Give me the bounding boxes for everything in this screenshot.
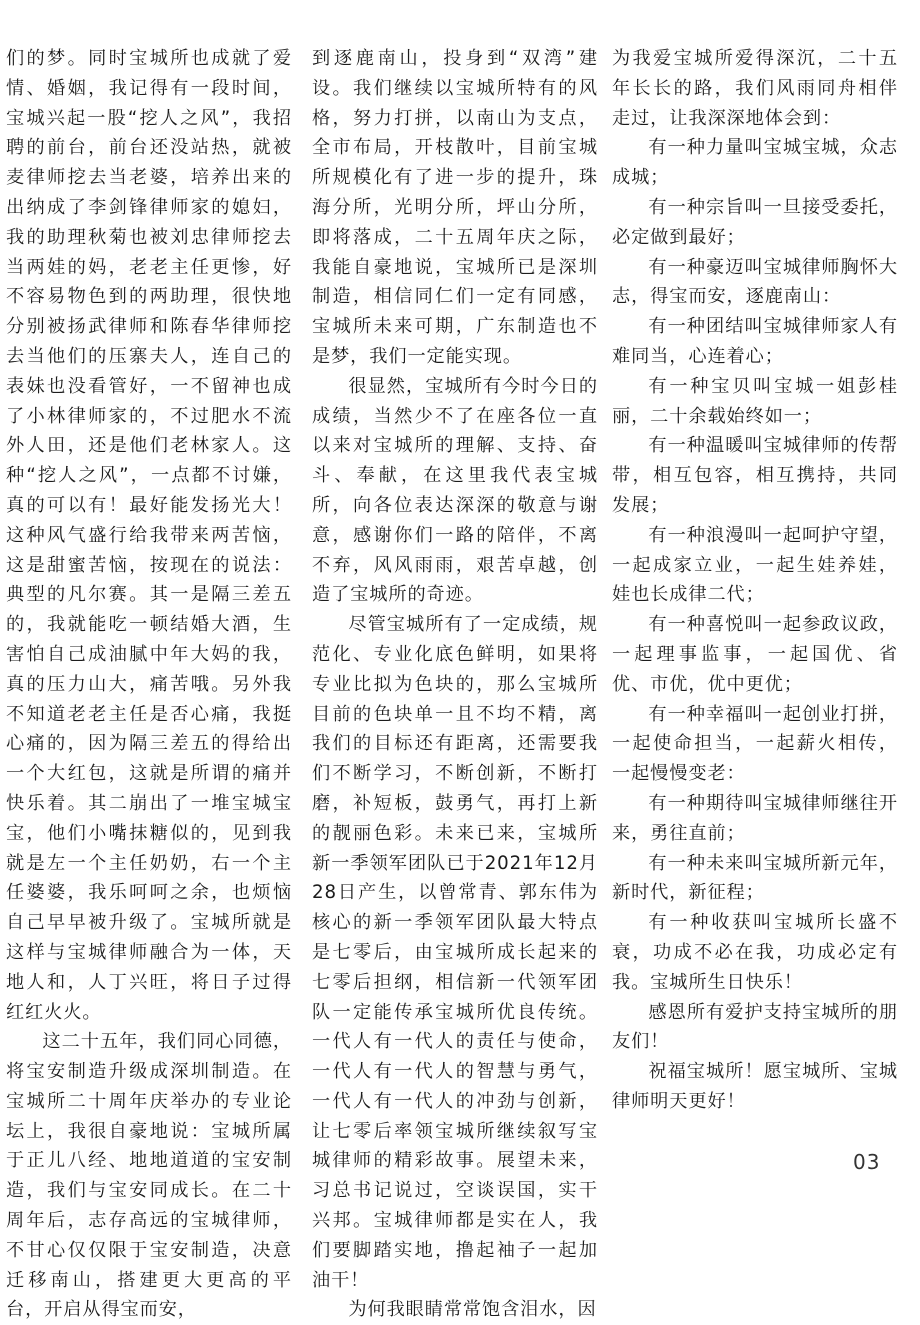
paragraph: 为我爱宝城所爱得深沉，二十五年长长的路，我们风雨同舟相伴走过，让我深深地体会到： <box>612 48 898 129</box>
paragraph: 有一种喜悦叫一起参政议政，一起理事监事，一起国优、省优、市优，优中更优； <box>612 614 898 695</box>
paragraph: 尽管宝城所有了一定成绩，规范化、专业化底色鲜明，如果将专业比拟为色块的，那么宝城所目前的色块单一且不均不精，离我们的目标还有距离，还需要我们不断学习，不断创新，不断打磨，补短板，鼓勇气，再打上新的靓丽色彩。未来已来，宝城所新一季领军团队已于2021年12月28日产生，以曾常青、郭东伟为核心的新一季领军团队最大特点是七零后，由宝城所成长起来的七零后担纲，相信新一代领军团队一定能传承宝城所优良传统。一代人有一代人的责任与使命，一代人有一代人的智慧与勇气，一代人有一代人的冲劲与创新，让七零后率领宝城所继续叙写宝城律师的精彩故事。展望未来，习总书记说过，空谈误国，实干兴邦。宝城律师都是实在人，我们要脚踏实地，撸起袖子一起加油干！ <box>312 614 598 1291</box>
paragraph: 有一种期待叫宝城律师继往开来，勇往直前； <box>612 792 898 844</box>
paragraph: 有一种力量叫宝城宝城，众志成城； <box>612 137 898 189</box>
paragraph: 有一种宗旨叫一旦接受委托，必定做到最好； <box>612 196 898 248</box>
paragraph: 们的梦。同时宝城所也成就了爱情、婚姻，我记得有一段时间，宝城兴起一股“挖人之风”，我招聘的前台，前台还没站热，就被麦律师挖去当老婆，培养出来的出纳成了李剑锋律师家的媳妇，我的助理秋菊也被刘忠律师挖去当两娃的妈，老老主任更惨，好不容易物色到的两助理，很快地分别被扬武律师和陈春华律师挖去当他们的压寨夫人，连自己的表妹也没看管好，一不留神也成了小林律师家的，不过肥水不流外人田，还是他们老林家人。这种“挖人之风”，一点都不讨嫌，真的可以有！最好能发扬光大！这种风气盛行给我带来两苦恼，这是甜蜜苦恼，按现在的说法：典型的凡尔赛。其一是隔三差五的，我就能吃一顿结婚大酒，生害怕自己成油腻中年大妈的我，真的压力山大，痛苦哦。另外我不知道老老主任是否心痛，我挺心痛的，因为隔三差五的得给出一个大红包，这就是所谓的痛并快乐着。其二崩出了一堆宝城宝宝，他们小嘴抹糖似的，见到我就是左一个主任奶奶，右一个主任婆婆，我乐呵呵之余，也烦恼自己早早被升级了。宝城所就是这样与宝城律师融合为一体，天地人和，人丁兴旺，将日子过得红红火火。 <box>6 48 292 1023</box>
paragraph: 有一种温暖叫宝城律师的传帮带，相互包容，相互携持，共同发展； <box>612 435 898 516</box>
paragraph: 有一种幸福叫一起创业打拼，一起使命担当，一起薪火相传，一起慢慢变老： <box>612 703 898 785</box>
paragraph: 有一种未来叫宝城所新元年，新时代，新征程； <box>612 852 898 904</box>
text-column-2 <box>312 44 598 1325</box>
paragraph: 有一种豪迈叫宝城律师胸怀大志，得宝而安，逐鹿南山： <box>612 256 898 308</box>
paragraph: 这二十五年，我们同心同德，将宝安制造升级成深圳制造。在宝城所二十周年庆举办的专业论坛上，我很自豪地说：宝城所属于正儿八经、地地道道的宝安制造，我们与宝安同成长。在二十周年后，志存高远的宝城律师，不甘心仅仅限于宝安制造，决意迁移南山，搭建更大更高的平台，开启从得宝而安， <box>6 1031 292 1321</box>
paragraph: 有一种团结叫宝城律师家人有难同当，心连着心； <box>612 316 898 367</box>
paragraph: 祝福宝城所！愿宝城所、宝城律师明天更好！ <box>612 1061 898 1112</box>
paragraph: 有一种浪漫叫一起呵护守望，一起成家立业，一起生娃养娃，娃也长成律二代； <box>612 524 898 606</box>
paragraph: 为何我眼睛常常饱含泪水，因 <box>348 1299 597 1321</box>
paragraph: 感恩所有爱护支持宝城所的朋友们！ <box>612 1001 898 1053</box>
paragraph: 有一种收获叫宝城所长盛不衰，功成不必在我，功成必定有我。宝城所生日快乐！ <box>612 912 898 993</box>
paragraph: 有一种宝贝叫宝城一姐彭桂丽，二十余载始终如一； <box>612 375 898 427</box>
text-column-1 <box>6 44 292 1325</box>
paragraph: 到逐鹿南山，投身到“双湾”建设。我们继续以宝城所特有的风格，努力打拼，以南山为支点，全市布局，开枝散叶，目前宝城所规模化有了进一步的提升，珠海分所，光明分所，坪山分所，即将落成，二十五周年庆之际，我能自豪地说，宝城所已是深圳制造，相信同仁们一定有同感，宝城所未来可期，广东制造也不是梦，我们一定能实现。 <box>312 48 598 367</box>
page-number: 03 <box>853 1150 881 1174</box>
paragraph: 很显然，宝城所有今时今日的成绩，当然少不了在座各位一直以来对宝城所的理解、支持、奋斗、奉献，在这里我代表宝城所，向各位表达深深的敬意与谢意，感谢你们一路的陪伴，不离不弃，风风雨雨，艰苦卓越，创造了宝城所的奇迹。 <box>312 375 598 606</box>
text-column-3 <box>612 44 898 1117</box>
